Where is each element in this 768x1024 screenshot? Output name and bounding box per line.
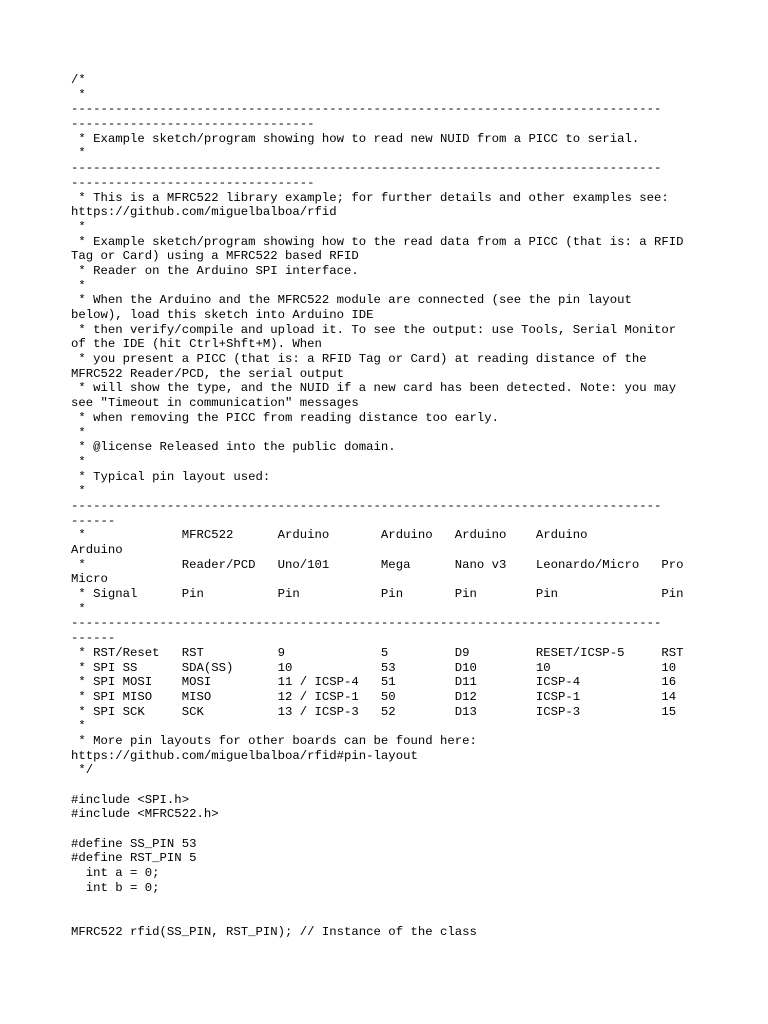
code-line: * SPI SS SDA(SS) 10 53 D10 10 10: [71, 660, 677, 675]
code-line: #include <SPI.h>: [71, 792, 190, 807]
code-line: https://github.com/miguelbalboa/rfid: [71, 205, 337, 220]
code-line: Tag or Card) using a MFRC522 based RFID: [71, 249, 359, 264]
code-line: *: [71, 454, 86, 469]
code-line: * you present a PICC (that is: a RFID Tag or Card) at reading distance of the: [71, 352, 647, 367]
code-line: * MFRC522 Arduino Arduino Arduino Arduino: [71, 528, 588, 543]
code-line: *: [71, 719, 86, 734]
code-line: * SPI MOSI MOSI 11 / ICSP-4 51 D11 ICSP-4 16: [71, 675, 677, 690]
code-line: * SPI SCK SCK 13 / ICSP-3 52 D13 ICSP-3 15: [71, 704, 677, 719]
code-line: *: [71, 278, 86, 293]
code-line: * when removing the PICC from reading distance too early.: [71, 410, 500, 425]
code-line: below), load this sketch into Arduino IDE: [71, 308, 374, 322]
code-line: * Signal Pin Pin Pin Pin Pin Pin: [71, 587, 684, 602]
code-line: * Example sketch/program showing how to read new NUID from a PICC to serial.: [71, 131, 640, 146]
code-line: ---------------------------------: [71, 175, 315, 190]
code-line: MFRC522 rfid(SS_PIN, RST_PIN); // Instance of the class: [71, 924, 477, 939]
code-line: ---------------------------------: [71, 117, 315, 132]
code-line: MFRC522 Reader/PCD, the serial output: [71, 366, 345, 381]
code-line: * When the Arduino and the MFRC522 module are connected (see the pin layout: [71, 293, 632, 308]
document-page: [71, 73, 701, 940]
code-line: [71, 778, 701, 793]
code-line: [71, 910, 701, 925]
code-line: --------------------------------------------------------------------------------: [71, 161, 662, 176]
code-line: *: [71, 425, 86, 440]
code-line: * SPI MISO MISO 12 / ICSP-1 50 D12 ICSP-1 14: [71, 689, 677, 704]
code-line: *: [71, 484, 86, 499]
code-line: https://github.com/miguelbalboa/rfid#pin-layout: [71, 748, 418, 763]
code-line: int b = 0;: [71, 880, 160, 895]
code-line: see "Timeout in communication" messages: [71, 396, 359, 411]
code-line: /*: [71, 73, 86, 87]
code-line: Micro: [71, 572, 108, 587]
code-line: [71, 896, 701, 911]
code-line: *: [71, 601, 86, 616]
code-line: * Typical pin layout used:: [71, 469, 271, 484]
code-line: ------: [71, 631, 116, 646]
code-line: *: [71, 219, 86, 234]
code-line: int a = 0;: [71, 866, 160, 881]
code-line: * will show the type, and the NUID if a new card has been detected. Note: you may: [71, 381, 677, 396]
code-line: *: [71, 146, 86, 161]
code-line: ------: [71, 513, 116, 528]
code-line: * Reader on the Arduino SPI interface.: [71, 263, 359, 278]
code-line: * More pin layouts for other boards can be found here:: [71, 733, 477, 748]
code-line: --------------------------------------------------------------------------------: [71, 616, 662, 631]
code-line: * RST/Reset RST 9 5 D9 RESET/ICSP-5 RST: [71, 645, 684, 660]
code-line: #define SS_PIN 53: [71, 836, 197, 851]
code-line: * This is a MFRC522 library example; for further details and other examples see:: [71, 190, 669, 205]
code-line: Arduino: [71, 543, 123, 557]
code-line: * @license Released into the public domain.: [71, 440, 396, 455]
code-line: [71, 822, 701, 837]
code-line: --------------------------------------------------------------------------------: [71, 498, 662, 513]
code-line: * Example sketch/program showing how to the read data from a PICC (that is: a RFID: [71, 234, 684, 249]
code-line: * then verify/compile and upload it. To see the output: use Tools, Serial Monitor: [71, 322, 677, 337]
code-line: #include <MFRC522.h>: [71, 807, 219, 822]
code-line: */: [71, 763, 94, 778]
code-line: #define RST_PIN 5: [71, 851, 197, 866]
code-line: --------------------------------------------------------------------------------: [71, 102, 662, 117]
code-line: of the IDE (hit Ctrl+Shft+M). When: [71, 337, 322, 352]
code-line: * Reader/PCD Uno/101 Mega Nano v3 Leonardo/Micro Pro: [71, 557, 684, 572]
code-line: *: [71, 87, 86, 102]
